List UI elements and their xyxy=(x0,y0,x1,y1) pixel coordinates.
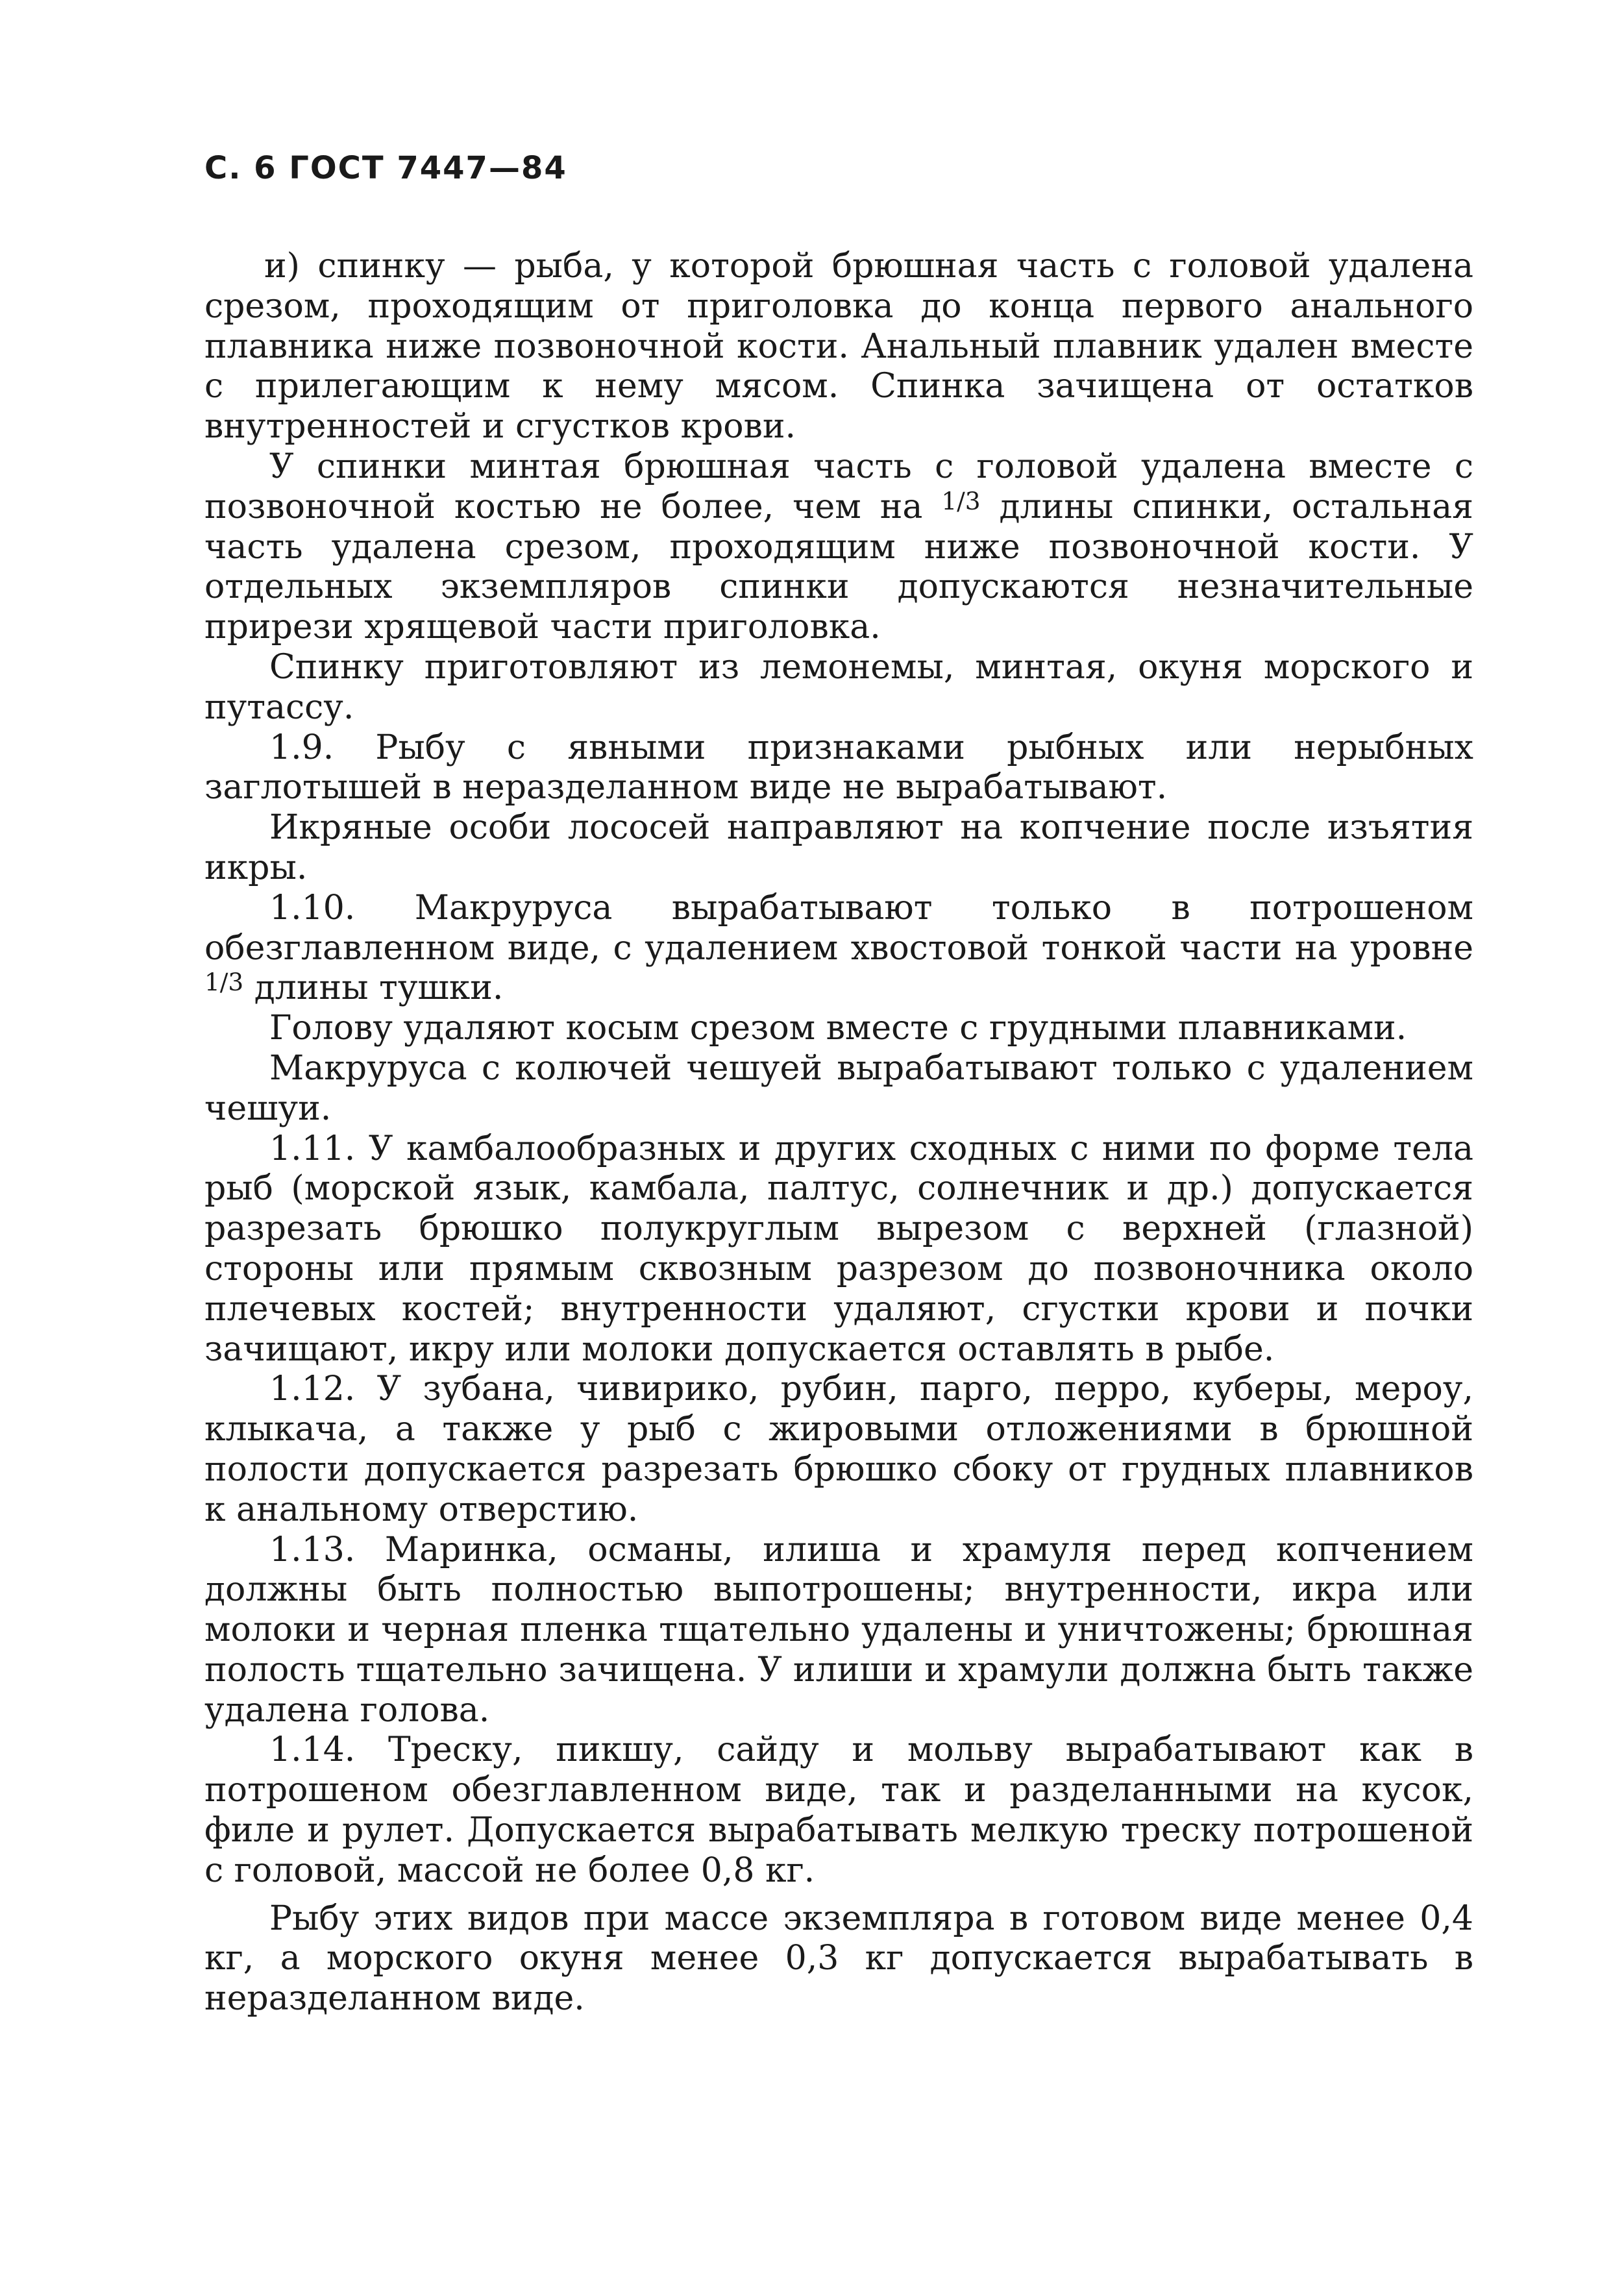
fraction-one-third: 1/3 xyxy=(941,486,981,515)
paragraph-item-i: и) спинку — рыба, у которой брюшная часть с головой удалена срезом, проходящим от приголовка до конца первого анального плавника ниже позвоночной кости. Анальный плавник удален вместе с прилегающим к нему мясом. Спинка зачищена от остатков внутренностей и сгустков крови. xyxy=(204,247,1473,447)
fraction-one-third: 1/3 xyxy=(204,968,244,997)
paragraph-ikryanye: Икряные особи лососей направляют на копчение после изъятия икры. xyxy=(204,808,1473,887)
page-header: С. 6 ГОСТ 7447—84 xyxy=(204,150,567,186)
paragraph-makrurus-cheshuya: Макруруса с колючей чешуей вырабатывают только с удалением чешуи. xyxy=(204,1048,1473,1128)
paragraph-1-10 xyxy=(204,889,1473,1009)
paragraph-text: длины спинки, остальная часть удалена срезом, проходящим ниже позвоночной кости. У отдельных экземпляров спинки допускаются незначительные прирези хрящевой части приголовка. xyxy=(204,487,1473,647)
paragraph-minntai-spinka xyxy=(204,447,1473,648)
paragraph-1-13: 1.13. Маринка, османы, илиша и храмуля перед копчением должны быть полностью выпотрошены; внутренности, икра или молоки и черная пленка тщательно удалены и уничтожены; брюшная полость тщательно зачищена. У илиши и храмули должна быть также удалена голова. xyxy=(204,1530,1473,1730)
paragraph-text: длины тушки. xyxy=(243,968,504,1008)
paragraph-ryba-etih-vidov: Рыбу этих видов при массе экземпляра в готовом виде менее 0,4 кг, а морского окуня менее 0,3 кг допускается вырабатывать в неразделанном виде. xyxy=(204,1899,1473,2019)
paragraph-1-11: 1.11. У камбалообразных и других сходных с ними по форме тела рыб (морской язык, камбала, палтус, солнечник и др.) допускается разрезать брюшко полукруглым вырезом с верхней (глазной) стороны или прямым сквозным разрезом до позвоночника около плечевых костей; внутренности удаляют, сгустки крови и почки зачищают, икру или молоки допускается оставлять в рыбе. xyxy=(204,1129,1473,1369)
paragraph-text: 1.10. Макруруса вырабатывают только в потрошеном обезглавленном виде, с удалением хвостовой тонкой части на уровне xyxy=(204,888,1473,968)
paragraph-1-12: 1.12. У зубана, чивирико, рубин, парго, перро, куберы, мероу, клыкача, а также у рыб с жировыми отложениями в брюшной полости допускается разрезать брюшко сбоку от грудных плавников к анальному отверстию. xyxy=(204,1370,1473,1529)
paragraph-1-14: 1.14. Треску, пикшу, сайду и мольву вырабатывают как в потрошеном обезглавленном виде, так и разделанными на кусок, филе и рулет. Допускается вырабатывать мелкую треску потрошеной с головой, массой не более 0,8 кг. xyxy=(204,1730,1473,1890)
paragraph-text: У спинки минтая брюшная часть с головой удалена вместе с позвоночной костью не более, чем на xyxy=(204,447,1473,526)
paragraph-golova: Голову удаляют косым срезом вместе с грудными плавниками. xyxy=(269,1009,1407,1048)
paragraph-spinka-species: Спинку приготовляют из лемонемы, минтая, окуня морского и путассу. xyxy=(204,647,1473,727)
paragraph-1-9: 1.9. Рыбу с явными признаками рыбных или нерыбных заглотышей в неразделанном виде не вырабатывают. xyxy=(204,728,1473,807)
document-body xyxy=(204,247,1473,2019)
